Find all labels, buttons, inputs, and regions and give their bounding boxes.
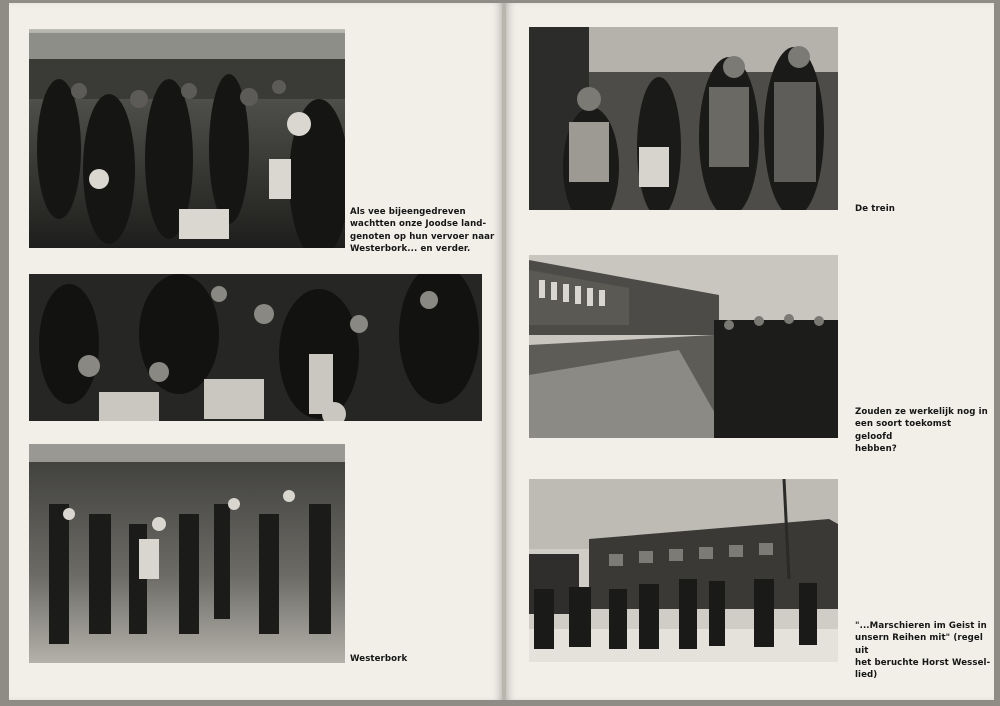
- caption-line: een soort toekomst geloofd: [855, 419, 952, 442]
- caption-line: De trein: [855, 204, 895, 214]
- photo-crowd-waiting: [29, 29, 345, 248]
- caption-line: wachtten onze Joodse land-: [350, 219, 487, 230]
- photo-westerbork-march: [29, 444, 345, 663]
- photo-train-officers: [529, 27, 838, 210]
- caption-line: Westerbork: [350, 654, 408, 664]
- caption-future: [855, 406, 990, 455]
- caption-line: Zouden ze werkelijk nog in: [855, 407, 988, 417]
- photo-barracks-march: [529, 479, 838, 662]
- caption-line: lied): [855, 670, 878, 681]
- caption-train: [855, 203, 990, 215]
- photo-train-saluting: [529, 255, 838, 438]
- caption-line: genoten op hun vervoer naar: [350, 231, 495, 242]
- caption-line: unsern Reihen mit" (regel uit: [855, 633, 983, 656]
- caption-westerbork: [350, 653, 500, 665]
- caption-line: hebben?: [855, 443, 897, 454]
- caption-line: het beruchte Horst Wessel-: [855, 657, 991, 668]
- caption-line: Westerbork... en verder.: [350, 243, 471, 254]
- caption-waiting: [350, 206, 500, 255]
- right-page: [506, 3, 994, 700]
- caption-line: "...Marschieren im Geist in: [855, 621, 987, 631]
- left-page: [9, 3, 502, 700]
- photo-crowd-luggage: [29, 274, 482, 421]
- caption-line: Als vee bijeengedreven: [350, 207, 466, 217]
- caption-horst-wessel: [855, 620, 995, 681]
